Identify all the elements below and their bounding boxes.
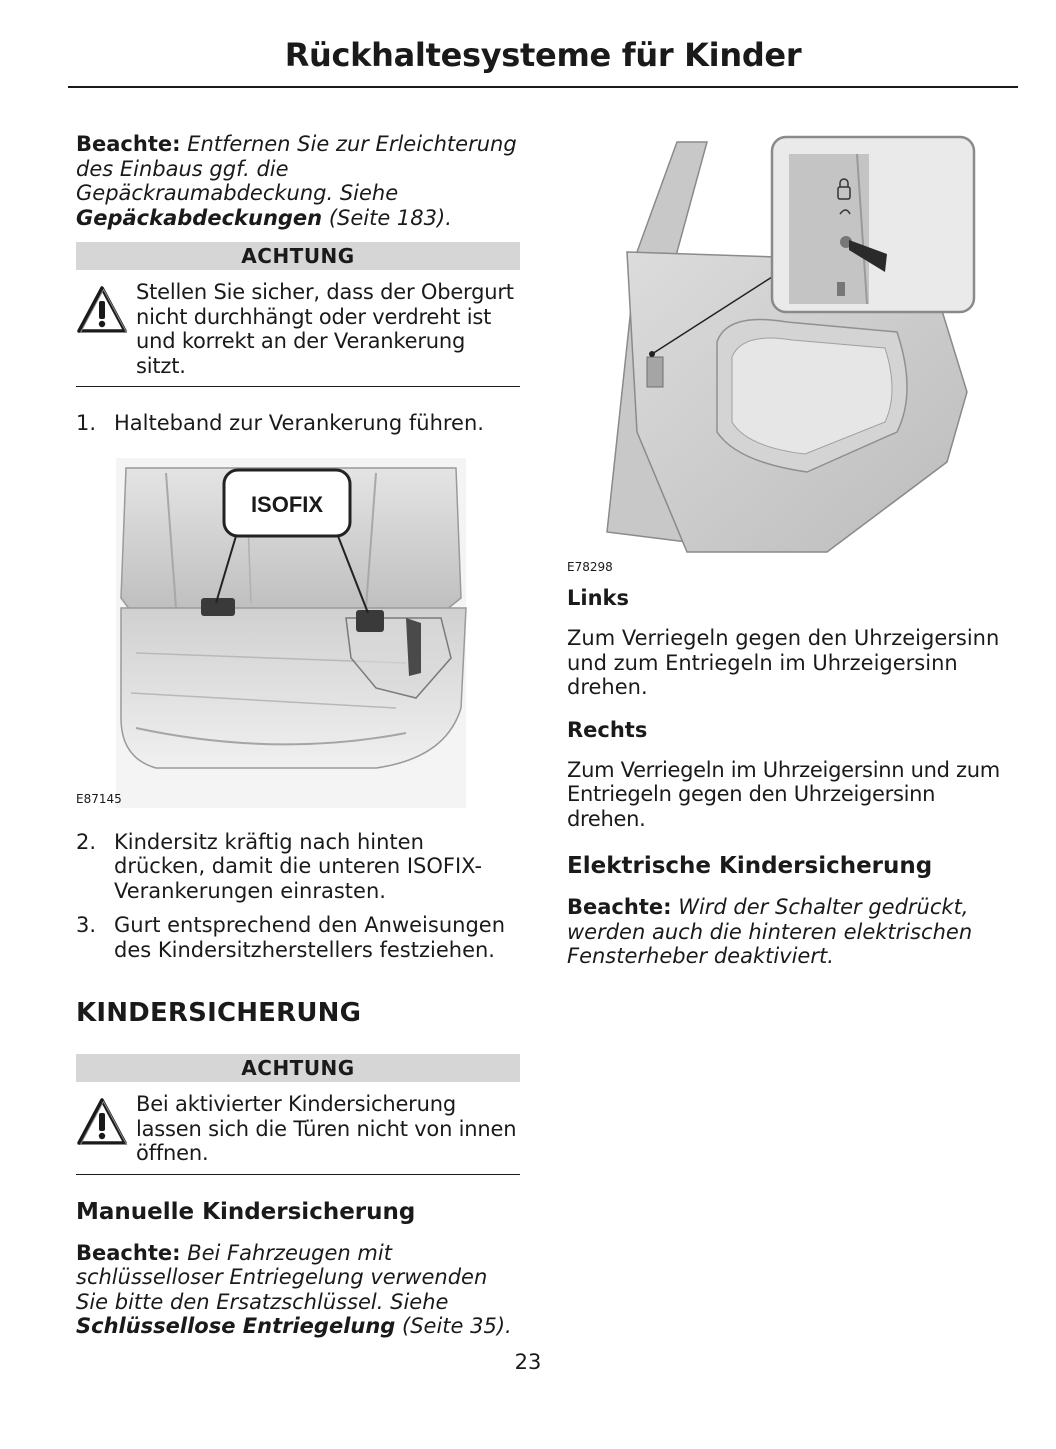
left-side-text: Zum Verriegeln gegen den Uhrzeigersinn und zum Entriegeln im Uhrzeigersinn drehen. xyxy=(567,626,1000,699)
step-text: Kindersitz kräftig nach hinten drücken, damit die unteren ISOFIX-Verankerungen einrasten. xyxy=(114,829,483,903)
step-number: 2. xyxy=(76,829,97,854)
figure-code: E78298 xyxy=(567,560,613,574)
note-text: Entfernen Sie zur Erleichterung des Einbaus ggf. die Gepäckraumabdeckung. Siehe xyxy=(76,132,517,205)
cross-reference-link[interactable]: Schlüssellose Entriegelung xyxy=(76,1314,396,1338)
note-text: Bei Fahrzeugen mit schlüsselloser Entriegelung verwenden Sie bitte den Ersatzschlüssel. Siehe xyxy=(76,1240,488,1314)
step-text: Gurt entsprechend den Anweisungen des Kindersitzherstellers festziehen. xyxy=(114,913,506,962)
note-text: Wird der Schalter gedrückt, werden auch die hinteren elektrischen Fensterheber deaktiviert. xyxy=(567,895,973,968)
figure-code: E87145 xyxy=(76,791,122,806)
warning-heading: ACHTUNG xyxy=(76,242,520,270)
note-electric xyxy=(567,895,1017,969)
warning-triangle-icon xyxy=(76,1096,128,1148)
door-lock-figure xyxy=(567,132,987,574)
cross-reference-link[interactable]: Gepäckabdeckungen xyxy=(76,205,323,230)
step-1 xyxy=(76,411,520,436)
note-keyless xyxy=(76,1241,520,1339)
section-heading: KINDERSICHERUNG xyxy=(76,998,362,1028)
right-side-heading: Rechts xyxy=(567,717,648,742)
door-child-lock-illustration xyxy=(567,132,987,562)
warning-triangle-icon xyxy=(76,284,128,336)
step-3 xyxy=(76,913,520,962)
warning-text: Bei aktivierter Kindersicherung lassen sich die Türen nicht von innen öffnen. xyxy=(136,1092,517,1165)
right-column xyxy=(567,132,1017,969)
isofix-seat-illustration xyxy=(76,458,476,808)
manual-child-lock-heading: Manuelle Kindersicherung xyxy=(76,1198,416,1225)
page-title: Rückhaltesysteme für Kinder xyxy=(68,34,1018,88)
page-reference: (Seite 183). xyxy=(328,205,452,230)
warning-box xyxy=(76,1082,520,1175)
isofix-callout-label: ISOFIX xyxy=(250,491,324,517)
note-label: Beachte: xyxy=(76,132,181,156)
step-number: 3. xyxy=(76,913,97,937)
warning-box xyxy=(76,270,520,387)
step-text: Halteband zur Verankerung führen. xyxy=(114,411,484,435)
warning-text: Stellen Sie sicher, dass der Obergurt nicht durchhängt oder verdreht ist und korrekt an der Verankerung sitzt. xyxy=(136,280,514,378)
page-number: 23 xyxy=(514,1350,542,1374)
note-label: Beachte: xyxy=(567,895,672,919)
warning-heading: ACHTUNG xyxy=(76,1054,520,1082)
right-side-text: Zum Verriegeln im Uhrzeigersinn und zum Entriegeln gegen den Uhrzeigersinn drehen. xyxy=(567,757,1000,831)
electric-child-lock-heading: Elektrische Kindersicherung xyxy=(567,853,933,879)
note-label: Beachte: xyxy=(76,1240,181,1265)
step-2 xyxy=(76,830,520,904)
step-number: 1. xyxy=(76,411,97,435)
left-side-heading: Links xyxy=(567,586,629,610)
page-reference: (Seite 35). xyxy=(402,1314,512,1338)
left-column xyxy=(76,132,520,1339)
isofix-figure xyxy=(76,458,476,808)
note-installation xyxy=(76,132,520,230)
